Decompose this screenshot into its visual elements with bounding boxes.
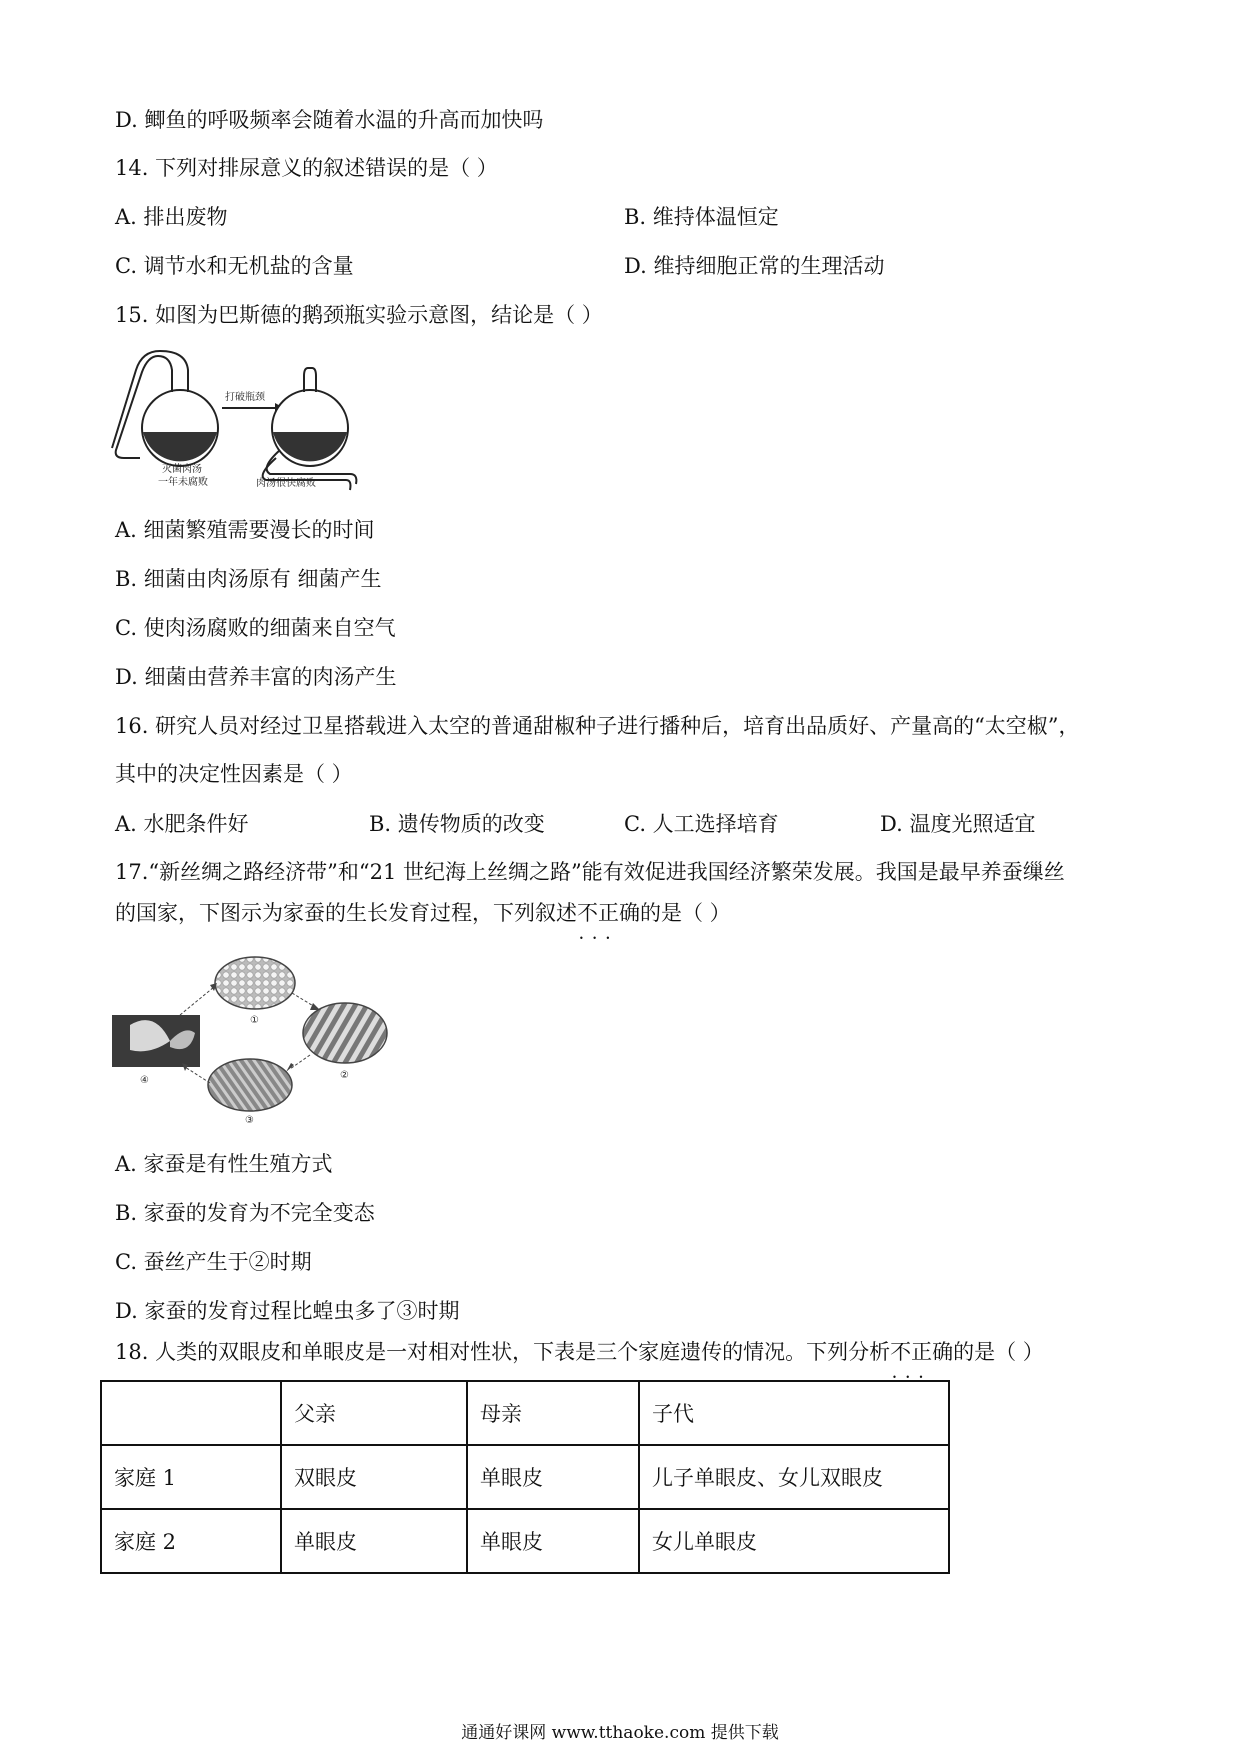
table-cell: 双眼皮 bbox=[281, 1445, 467, 1509]
q18-stem bbox=[115, 1338, 1044, 1366]
q13-option-d: D. 鲫鱼的呼吸频率会随着水温的升高而加快吗 bbox=[115, 108, 544, 132]
q14-option-a: A. 排出废物 bbox=[115, 205, 228, 229]
q14-option-b: B. 维持体温恒定 bbox=[624, 205, 779, 229]
table-row bbox=[101, 1445, 949, 1509]
table-header-row bbox=[101, 1381, 949, 1445]
stage-label-2: ② bbox=[340, 1070, 349, 1081]
table-cell: 家庭 1 bbox=[101, 1445, 281, 1509]
table-cell: 儿子单眼皮、女儿双眼皮 bbox=[639, 1445, 949, 1509]
right-flask-caption: 肉汤很快腐败 bbox=[256, 478, 316, 489]
left-flask-caption-1: 灭菌肉汤 bbox=[162, 464, 202, 475]
table-header-cell: 父亲 bbox=[281, 1381, 467, 1445]
q17-stem-part-1: 的国家，下图示为家蚕的生长发育过程，下列叙述 bbox=[115, 901, 577, 925]
q18-emphasis-not-correct: 不正确 • • • bbox=[890, 1340, 953, 1364]
q15-option-c: C. 使肉汤腐败的细菌来自空气 bbox=[115, 616, 396, 640]
stage-label-3: ③ bbox=[245, 1115, 254, 1125]
stage-label-1: ① bbox=[250, 1015, 259, 1026]
heredity-table bbox=[100, 1380, 950, 1574]
q16-option-c: C. 人工选择培育 bbox=[624, 812, 779, 836]
pupa-stage-image bbox=[208, 1059, 292, 1111]
larva-stage-image bbox=[303, 1003, 387, 1063]
q14-stem: 14. 下列对排尿意义的叙述错误的是（ ） bbox=[115, 156, 498, 180]
swan-neck-flask-figure bbox=[110, 350, 360, 500]
q15-option-a: A. 细菌繁殖需要漫长的时间 bbox=[115, 518, 375, 542]
table-cell: 家庭 2 bbox=[101, 1509, 281, 1573]
table-cell: 女儿单眼皮 bbox=[639, 1509, 949, 1573]
table-header-cell bbox=[101, 1381, 281, 1445]
q16-stem-line-2: 其中的决定性因素是（ ） bbox=[115, 762, 353, 786]
q16-option-d: D. 温度光照适宜 bbox=[880, 812, 1036, 836]
q14-option-d: D. 维持细胞正常的生理活动 bbox=[624, 254, 885, 278]
egg-stage-image bbox=[215, 957, 295, 1009]
q15-stem: 15. 如图为巴斯德的鹅颈瓶实验示意图，结论是（ ） bbox=[115, 303, 603, 327]
q15-option-b: B. 细菌由肉汤原有 细菌产生 bbox=[115, 567, 382, 591]
q16-option-a: A. 水肥条件好 bbox=[115, 812, 249, 836]
q15-option-d: D. 细菌由营养丰富的肉汤产生 bbox=[115, 665, 397, 689]
q17-option-c: C. 蚕丝产生于②时期 bbox=[115, 1250, 312, 1274]
q16-stem-line-1: 16. 研究人员对经过卫星搭载进入太空的普通甜椒种子进行播种后，培育出品质好、产量高的“太空椒”， bbox=[115, 714, 1080, 738]
table-header-cell: 母亲 bbox=[467, 1381, 639, 1445]
table-row bbox=[101, 1509, 949, 1573]
q17-stem-line-2 bbox=[115, 899, 731, 927]
table-cell: 单眼皮 bbox=[281, 1509, 467, 1573]
q17-option-b: B. 家蚕的发育为不完全变态 bbox=[115, 1201, 375, 1225]
q17-stem-part-2: 的是（ ） bbox=[640, 901, 731, 925]
stage-label-4: ④ bbox=[140, 1075, 149, 1086]
arrow-1-to-2-icon bbox=[310, 1003, 320, 1010]
q17-option-a: A. 家蚕是有性生殖方式 bbox=[115, 1152, 333, 1176]
left-flask-caption-2: 一年未腐败 bbox=[158, 477, 208, 488]
table-header-cell: 子代 bbox=[639, 1381, 949, 1445]
q17-stem-line-1: 17.“新丝绸之路经济带”和“21 世纪海上丝绸之路”能有效促进我国经济繁荣发展。我国是最早养蚕缫丝 bbox=[115, 860, 1065, 884]
table-cell: 单眼皮 bbox=[467, 1445, 639, 1509]
q16-option-b: B. 遗传物质的改变 bbox=[369, 812, 545, 836]
page-footer: 通通好课网 www.tthaoke.com 提供下载 bbox=[461, 1723, 779, 1743]
arrow-label: 打破瓶颈 bbox=[225, 392, 265, 403]
q18-stem-part-1: 18. 人类的双眼皮和单眼皮是一对相对性状，下表是三个家庭遗传的情况。下列分析 bbox=[115, 1340, 891, 1364]
q18-stem-part-2: 的是（ ） bbox=[953, 1340, 1044, 1364]
q17-option-d: D. 家蚕的发育过程比蝗虫多了③时期 bbox=[115, 1299, 460, 1323]
q14-option-c: C. 调节水和无机盐的含量 bbox=[115, 254, 354, 278]
silkworm-lifecycle-figure bbox=[110, 955, 400, 1125]
table-cell: 单眼皮 bbox=[467, 1509, 639, 1573]
q17-emphasis-not-correct: 不正确 • • • bbox=[577, 901, 640, 925]
